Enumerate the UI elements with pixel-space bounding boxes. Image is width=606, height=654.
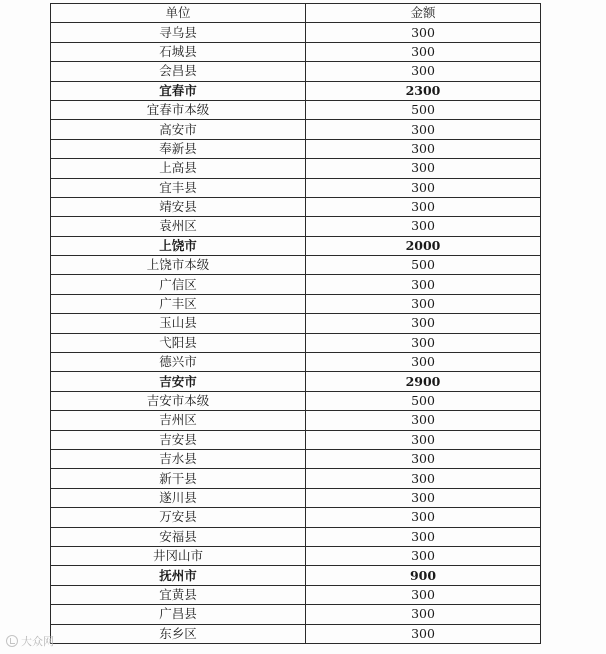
cell-amount: 300 bbox=[306, 139, 541, 158]
cell-unit: 高安市 bbox=[51, 120, 306, 139]
table-row bbox=[51, 139, 541, 158]
table-row bbox=[51, 585, 541, 604]
table-row-city bbox=[51, 566, 541, 585]
cell-amount: 300 bbox=[306, 294, 541, 313]
cell-amount: 300 bbox=[306, 159, 541, 178]
cell-amount: 300 bbox=[306, 430, 541, 449]
cell-amount: 300 bbox=[306, 197, 541, 216]
header-amount: 金额 bbox=[306, 4, 541, 23]
watermark-text: 大众网 bbox=[21, 635, 54, 648]
cell-amount: 500 bbox=[306, 256, 541, 275]
cell-amount: 300 bbox=[306, 469, 541, 488]
cell-unit: 寻乌县 bbox=[51, 23, 306, 42]
table-row bbox=[51, 449, 541, 468]
cell-amount: 300 bbox=[306, 449, 541, 468]
cell-unit: 吉安县 bbox=[51, 430, 306, 449]
table-row-city bbox=[51, 81, 541, 100]
table-row bbox=[51, 256, 541, 275]
cell-unit: 德兴市 bbox=[51, 353, 306, 372]
cell-unit: 宜黄县 bbox=[51, 585, 306, 604]
cell-amount: 300 bbox=[306, 488, 541, 507]
cell-amount: 300 bbox=[306, 546, 541, 565]
cell-amount: 300 bbox=[306, 333, 541, 352]
table-row bbox=[51, 430, 541, 449]
cell-unit: 安福县 bbox=[51, 527, 306, 546]
table-row bbox=[51, 217, 541, 236]
cell-amount: 2300 bbox=[306, 81, 541, 100]
cell-unit: 东乡区 bbox=[51, 624, 306, 643]
watermark bbox=[6, 633, 54, 649]
table-row bbox=[51, 197, 541, 216]
cell-amount: 300 bbox=[306, 120, 541, 139]
table-row bbox=[51, 391, 541, 410]
cell-unit: 遂川县 bbox=[51, 488, 306, 507]
allocation-table bbox=[50, 3, 541, 644]
table-row bbox=[51, 546, 541, 565]
cell-amount: 300 bbox=[306, 314, 541, 333]
cell-unit: 宜春市本级 bbox=[51, 100, 306, 119]
table-row bbox=[51, 100, 541, 119]
cell-unit: 袁州区 bbox=[51, 217, 306, 236]
table-row bbox=[51, 62, 541, 81]
cell-unit: 广信区 bbox=[51, 275, 306, 294]
cell-amount: 2900 bbox=[306, 372, 541, 391]
cell-amount: 300 bbox=[306, 624, 541, 643]
cell-amount: 300 bbox=[306, 508, 541, 527]
cell-unit: 靖安县 bbox=[51, 197, 306, 216]
table-header-row bbox=[51, 4, 541, 23]
cell-unit: 抚州市 bbox=[51, 566, 306, 585]
table-row bbox=[51, 275, 541, 294]
table-row bbox=[51, 23, 541, 42]
table-row bbox=[51, 159, 541, 178]
cell-unit: 吉水县 bbox=[51, 449, 306, 468]
cell-unit: 玉山县 bbox=[51, 314, 306, 333]
table-row bbox=[51, 527, 541, 546]
logo-icon bbox=[6, 635, 18, 647]
table-row-city bbox=[51, 372, 541, 391]
cell-amount: 300 bbox=[306, 42, 541, 61]
cell-unit: 广丰区 bbox=[51, 294, 306, 313]
table-row bbox=[51, 353, 541, 372]
cell-unit: 上高县 bbox=[51, 159, 306, 178]
table-row bbox=[51, 42, 541, 61]
cell-amount: 300 bbox=[306, 353, 541, 372]
table-body bbox=[51, 23, 541, 644]
cell-amount: 300 bbox=[306, 527, 541, 546]
cell-unit: 宜丰县 bbox=[51, 178, 306, 197]
cell-amount: 300 bbox=[306, 605, 541, 624]
cell-unit: 宜春市 bbox=[51, 81, 306, 100]
cell-unit: 吉安市 bbox=[51, 372, 306, 391]
cell-unit: 井冈山市 bbox=[51, 546, 306, 565]
cell-unit: 吉安市本级 bbox=[51, 391, 306, 410]
table-row bbox=[51, 120, 541, 139]
table-row bbox=[51, 411, 541, 430]
cell-amount: 500 bbox=[306, 100, 541, 119]
table-row bbox=[51, 333, 541, 352]
cell-unit: 上饶市 bbox=[51, 236, 306, 255]
cell-amount: 300 bbox=[306, 275, 541, 294]
cell-unit: 新干县 bbox=[51, 469, 306, 488]
cell-unit: 石城县 bbox=[51, 42, 306, 61]
cell-amount: 900 bbox=[306, 566, 541, 585]
table-row bbox=[51, 294, 541, 313]
cell-unit: 弋阳县 bbox=[51, 333, 306, 352]
cell-unit: 会昌县 bbox=[51, 62, 306, 81]
table-row bbox=[51, 488, 541, 507]
cell-amount: 300 bbox=[306, 217, 541, 236]
table-row bbox=[51, 178, 541, 197]
header-unit: 单位 bbox=[51, 4, 306, 23]
table-row bbox=[51, 624, 541, 643]
cell-unit: 奉新县 bbox=[51, 139, 306, 158]
table-row bbox=[51, 605, 541, 624]
table-row bbox=[51, 469, 541, 488]
cell-amount: 300 bbox=[306, 178, 541, 197]
cell-amount: 300 bbox=[306, 62, 541, 81]
cell-unit: 广昌县 bbox=[51, 605, 306, 624]
cell-amount: 300 bbox=[306, 585, 541, 604]
cell-amount: 2000 bbox=[306, 236, 541, 255]
cell-unit: 上饶市本级 bbox=[51, 256, 306, 275]
table-row bbox=[51, 314, 541, 333]
cell-amount: 300 bbox=[306, 411, 541, 430]
table-row-city bbox=[51, 236, 541, 255]
cell-unit: 吉州区 bbox=[51, 411, 306, 430]
cell-unit: 万安县 bbox=[51, 508, 306, 527]
cell-amount: 500 bbox=[306, 391, 541, 410]
table-row bbox=[51, 508, 541, 527]
cell-amount: 300 bbox=[306, 23, 541, 42]
